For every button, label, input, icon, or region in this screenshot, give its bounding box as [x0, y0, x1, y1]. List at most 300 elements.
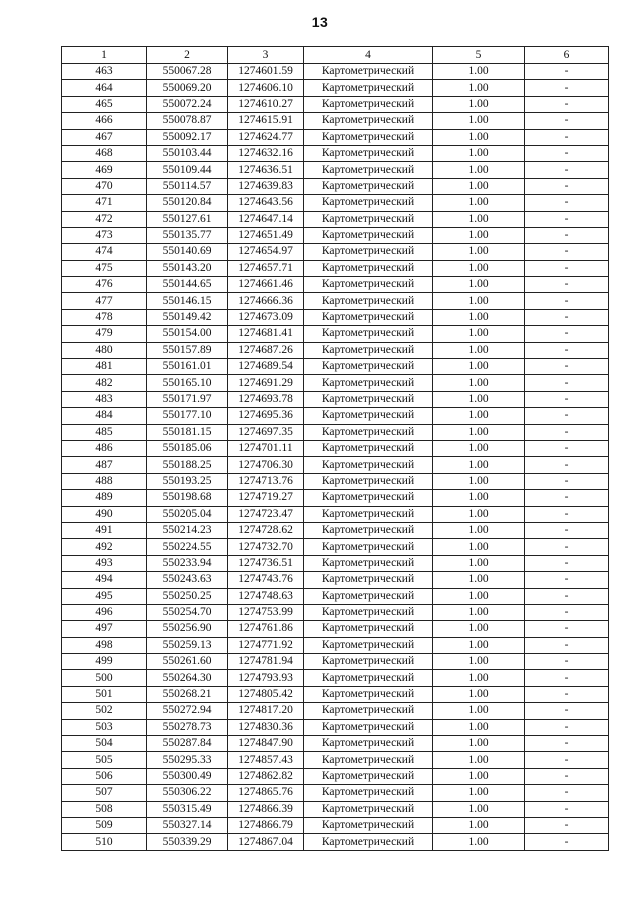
table-row — [62, 621, 609, 637]
method-cell: Картометрический — [304, 424, 433, 440]
x-coordinate-cell: 550067.28 — [147, 64, 228, 80]
accuracy-cell: 1.00 — [433, 178, 525, 194]
x-coordinate-cell: 550272.94 — [147, 703, 228, 719]
table-row — [62, 277, 609, 293]
note-cell: - — [525, 113, 609, 129]
accuracy-cell: 1.00 — [433, 703, 525, 719]
accuracy-cell: 1.00 — [433, 637, 525, 653]
note-cell: - — [525, 227, 609, 243]
x-coordinate-cell: 550114.57 — [147, 178, 228, 194]
note-cell: - — [525, 752, 609, 768]
table-row — [62, 424, 609, 440]
table-row — [62, 375, 609, 391]
x-coordinate-cell: 550327.14 — [147, 817, 228, 833]
accuracy-cell: 1.00 — [433, 719, 525, 735]
x-coordinate-cell: 550193.25 — [147, 473, 228, 489]
y-coordinate-cell: 1274681.41 — [228, 326, 304, 342]
method-cell: Картометрический — [304, 326, 433, 342]
x-coordinate-cell: 550259.13 — [147, 637, 228, 653]
y-coordinate-cell: 1274761.86 — [228, 621, 304, 637]
note-cell: - — [525, 490, 609, 506]
accuracy-cell: 1.00 — [433, 162, 525, 178]
x-coordinate-cell: 550120.84 — [147, 195, 228, 211]
point-number-cell: 485 — [62, 424, 147, 440]
x-coordinate-cell: 550261.60 — [147, 654, 228, 670]
x-coordinate-cell: 550300.49 — [147, 768, 228, 784]
accuracy-cell: 1.00 — [433, 326, 525, 342]
accuracy-cell: 1.00 — [433, 736, 525, 752]
y-coordinate-cell: 1274753.99 — [228, 604, 304, 620]
point-number-cell: 479 — [62, 326, 147, 342]
x-coordinate-cell: 550069.20 — [147, 80, 228, 96]
point-number-cell: 480 — [62, 342, 147, 358]
note-cell: - — [525, 309, 609, 325]
y-coordinate-cell: 1274867.04 — [228, 834, 304, 850]
table-row — [62, 703, 609, 719]
x-coordinate-cell: 550135.77 — [147, 227, 228, 243]
note-cell: - — [525, 359, 609, 375]
y-coordinate-cell: 1274636.51 — [228, 162, 304, 178]
accuracy-cell: 1.00 — [433, 260, 525, 276]
point-number-cell: 478 — [62, 309, 147, 325]
point-number-cell: 493 — [62, 555, 147, 571]
accuracy-cell: 1.00 — [433, 670, 525, 686]
table-row — [62, 293, 609, 309]
x-coordinate-cell: 550224.55 — [147, 539, 228, 555]
table-row — [62, 342, 609, 358]
note-cell: - — [525, 719, 609, 735]
y-coordinate-cell: 1274689.54 — [228, 359, 304, 375]
column-header-2: 2 — [147, 47, 228, 64]
accuracy-cell: 1.00 — [433, 555, 525, 571]
note-cell: - — [525, 326, 609, 342]
table-row — [62, 80, 609, 96]
method-cell: Картометрический — [304, 129, 433, 145]
note-cell: - — [525, 424, 609, 440]
point-number-cell: 464 — [62, 80, 147, 96]
x-coordinate-cell: 550165.10 — [147, 375, 228, 391]
table-row — [62, 96, 609, 112]
accuracy-cell: 1.00 — [433, 785, 525, 801]
note-cell: - — [525, 686, 609, 702]
table-header-row — [62, 47, 609, 64]
note-cell: - — [525, 637, 609, 653]
x-coordinate-cell: 550157.89 — [147, 342, 228, 358]
x-coordinate-cell: 550149.42 — [147, 309, 228, 325]
note-cell: - — [525, 604, 609, 620]
table-row — [62, 588, 609, 604]
note-cell: - — [525, 670, 609, 686]
point-number-cell: 504 — [62, 736, 147, 752]
accuracy-cell: 1.00 — [433, 80, 525, 96]
note-cell: - — [525, 506, 609, 522]
note-cell: - — [525, 736, 609, 752]
point-number-cell: 487 — [62, 457, 147, 473]
point-number-cell: 494 — [62, 572, 147, 588]
accuracy-cell: 1.00 — [433, 113, 525, 129]
note-cell: - — [525, 801, 609, 817]
point-number-cell: 484 — [62, 408, 147, 424]
table-row — [62, 178, 609, 194]
table-row — [62, 309, 609, 325]
table-row — [62, 817, 609, 833]
accuracy-cell: 1.00 — [433, 391, 525, 407]
table-row — [62, 736, 609, 752]
y-coordinate-cell: 1274673.09 — [228, 309, 304, 325]
table-row — [62, 522, 609, 538]
x-coordinate-cell: 550177.10 — [147, 408, 228, 424]
point-number-cell: 492 — [62, 539, 147, 555]
y-coordinate-cell: 1274639.83 — [228, 178, 304, 194]
table-row — [62, 670, 609, 686]
table-row — [62, 260, 609, 276]
point-number-cell: 496 — [62, 604, 147, 620]
x-coordinate-cell: 550109.44 — [147, 162, 228, 178]
method-cell: Картометрический — [304, 440, 433, 456]
point-number-cell: 465 — [62, 96, 147, 112]
point-number-cell: 505 — [62, 752, 147, 768]
method-cell: Картометрический — [304, 80, 433, 96]
y-coordinate-cell: 1274606.10 — [228, 80, 304, 96]
x-coordinate-cell: 550171.97 — [147, 391, 228, 407]
method-cell: Картометрический — [304, 621, 433, 637]
table-row — [62, 490, 609, 506]
table-row — [62, 440, 609, 456]
point-number-cell: 491 — [62, 522, 147, 538]
point-number-cell: 509 — [62, 817, 147, 833]
table-row — [62, 359, 609, 375]
accuracy-cell: 1.00 — [433, 834, 525, 850]
x-coordinate-cell: 550127.61 — [147, 211, 228, 227]
x-coordinate-cell: 550254.70 — [147, 604, 228, 620]
table-row — [62, 408, 609, 424]
method-cell: Картометрический — [304, 113, 433, 129]
y-coordinate-cell: 1274748.63 — [228, 588, 304, 604]
point-number-cell: 472 — [62, 211, 147, 227]
accuracy-cell: 1.00 — [433, 129, 525, 145]
accuracy-cell: 1.00 — [433, 572, 525, 588]
x-coordinate-cell: 550268.21 — [147, 686, 228, 702]
y-coordinate-cell: 1274693.78 — [228, 391, 304, 407]
note-cell: - — [525, 522, 609, 538]
table-row — [62, 637, 609, 653]
point-number-cell: 468 — [62, 145, 147, 161]
note-cell: - — [525, 244, 609, 260]
accuracy-cell: 1.00 — [433, 96, 525, 112]
table-row — [62, 326, 609, 342]
x-coordinate-cell: 550233.94 — [147, 555, 228, 571]
method-cell: Картометрический — [304, 834, 433, 850]
accuracy-cell: 1.00 — [433, 604, 525, 620]
accuracy-cell: 1.00 — [433, 522, 525, 538]
accuracy-cell: 1.00 — [433, 293, 525, 309]
accuracy-cell: 1.00 — [433, 752, 525, 768]
accuracy-cell: 1.00 — [433, 195, 525, 211]
method-cell: Картометрический — [304, 178, 433, 194]
x-coordinate-cell: 550306.22 — [147, 785, 228, 801]
point-number-cell: 489 — [62, 490, 147, 506]
table-row — [62, 473, 609, 489]
point-number-cell: 467 — [62, 129, 147, 145]
method-cell: Картометрический — [304, 227, 433, 243]
point-number-cell: 498 — [62, 637, 147, 653]
x-coordinate-cell: 550264.30 — [147, 670, 228, 686]
table-row — [62, 604, 609, 620]
accuracy-cell: 1.00 — [433, 801, 525, 817]
table-row — [62, 719, 609, 735]
point-number-cell: 488 — [62, 473, 147, 489]
x-coordinate-cell: 550103.44 — [147, 145, 228, 161]
y-coordinate-cell: 1274615.91 — [228, 113, 304, 129]
x-coordinate-cell: 550278.73 — [147, 719, 228, 735]
method-cell: Картометрический — [304, 637, 433, 653]
accuracy-cell: 1.00 — [433, 457, 525, 473]
method-cell: Картометрический — [304, 719, 433, 735]
note-cell: - — [525, 539, 609, 555]
accuracy-cell: 1.00 — [433, 211, 525, 227]
point-number-cell: 499 — [62, 654, 147, 670]
method-cell: Картометрический — [304, 785, 433, 801]
x-coordinate-cell: 550287.84 — [147, 736, 228, 752]
y-coordinate-cell: 1274817.20 — [228, 703, 304, 719]
note-cell: - — [525, 277, 609, 293]
method-cell: Картометрический — [304, 375, 433, 391]
point-number-cell: 477 — [62, 293, 147, 309]
note-cell: - — [525, 342, 609, 358]
x-coordinate-cell: 550144.65 — [147, 277, 228, 293]
point-number-cell: 508 — [62, 801, 147, 817]
accuracy-cell: 1.00 — [433, 473, 525, 489]
point-number-cell: 482 — [62, 375, 147, 391]
method-cell: Картометрический — [304, 457, 433, 473]
note-cell: - — [525, 293, 609, 309]
table-row — [62, 752, 609, 768]
table-row — [62, 113, 609, 129]
table-row — [62, 506, 609, 522]
point-number-cell: 497 — [62, 621, 147, 637]
x-coordinate-cell: 550092.17 — [147, 129, 228, 145]
accuracy-cell: 1.00 — [433, 588, 525, 604]
column-header-6: 6 — [525, 47, 609, 64]
accuracy-cell: 1.00 — [433, 309, 525, 325]
point-number-cell: 474 — [62, 244, 147, 260]
x-coordinate-cell: 550295.33 — [147, 752, 228, 768]
note-cell: - — [525, 703, 609, 719]
table-row — [62, 686, 609, 702]
point-number-cell: 503 — [62, 719, 147, 735]
note-cell: - — [525, 96, 609, 112]
y-coordinate-cell: 1274647.14 — [228, 211, 304, 227]
accuracy-cell: 1.00 — [433, 424, 525, 440]
method-cell: Картометрический — [304, 162, 433, 178]
method-cell: Картометрический — [304, 752, 433, 768]
y-coordinate-cell: 1274624.77 — [228, 129, 304, 145]
accuracy-cell: 1.00 — [433, 440, 525, 456]
table-row — [62, 64, 609, 80]
point-number-cell: 501 — [62, 686, 147, 702]
method-cell: Картометрический — [304, 572, 433, 588]
accuracy-cell: 1.00 — [433, 654, 525, 670]
note-cell: - — [525, 408, 609, 424]
note-cell: - — [525, 654, 609, 670]
column-header-4: 4 — [304, 47, 433, 64]
note-cell: - — [525, 555, 609, 571]
method-cell: Картометрический — [304, 64, 433, 80]
x-coordinate-cell: 550205.04 — [147, 506, 228, 522]
accuracy-cell: 1.00 — [433, 817, 525, 833]
point-number-cell: 476 — [62, 277, 147, 293]
y-coordinate-cell: 1274643.56 — [228, 195, 304, 211]
accuracy-cell: 1.00 — [433, 490, 525, 506]
page-number: 13 — [311, 14, 329, 30]
y-coordinate-cell: 1274723.47 — [228, 506, 304, 522]
column-header-3: 3 — [228, 47, 304, 64]
point-number-cell: 463 — [62, 64, 147, 80]
y-coordinate-cell: 1274695.36 — [228, 408, 304, 424]
table-row — [62, 768, 609, 784]
y-coordinate-cell: 1274830.36 — [228, 719, 304, 735]
note-cell: - — [525, 588, 609, 604]
method-cell: Картометрический — [304, 244, 433, 260]
x-coordinate-cell: 550250.25 — [147, 588, 228, 604]
note-cell: - — [525, 178, 609, 194]
x-coordinate-cell: 550146.15 — [147, 293, 228, 309]
method-cell: Картометрический — [304, 768, 433, 784]
y-coordinate-cell: 1274661.46 — [228, 277, 304, 293]
note-cell: - — [525, 817, 609, 833]
point-number-cell: 500 — [62, 670, 147, 686]
y-coordinate-cell: 1274687.26 — [228, 342, 304, 358]
note-cell: - — [525, 211, 609, 227]
x-coordinate-cell: 550143.20 — [147, 260, 228, 276]
table-row — [62, 162, 609, 178]
note-cell: - — [525, 572, 609, 588]
method-cell: Картометрический — [304, 309, 433, 325]
point-number-cell: 475 — [62, 260, 147, 276]
table-row — [62, 391, 609, 407]
accuracy-cell: 1.00 — [433, 64, 525, 80]
y-coordinate-cell: 1274657.71 — [228, 260, 304, 276]
y-coordinate-cell: 1274610.27 — [228, 96, 304, 112]
note-cell: - — [525, 473, 609, 489]
table-row — [62, 539, 609, 555]
x-coordinate-cell: 550243.63 — [147, 572, 228, 588]
method-cell: Картометрический — [304, 490, 433, 506]
x-coordinate-cell: 550198.68 — [147, 490, 228, 506]
method-cell: Картометрический — [304, 342, 433, 358]
table-row — [62, 834, 609, 850]
x-coordinate-cell: 550140.69 — [147, 244, 228, 260]
table-body — [62, 64, 609, 851]
accuracy-cell: 1.00 — [433, 686, 525, 702]
point-number-cell: 473 — [62, 227, 147, 243]
method-cell: Картометрический — [304, 522, 433, 538]
note-cell: - — [525, 162, 609, 178]
y-coordinate-cell: 1274706.30 — [228, 457, 304, 473]
x-coordinate-cell: 550339.29 — [147, 834, 228, 850]
method-cell: Картометрический — [304, 293, 433, 309]
method-cell: Картометрический — [304, 539, 433, 555]
point-number-cell: 490 — [62, 506, 147, 522]
y-coordinate-cell: 1274666.36 — [228, 293, 304, 309]
table-row — [62, 145, 609, 161]
note-cell: - — [525, 375, 609, 391]
y-coordinate-cell: 1274771.92 — [228, 637, 304, 653]
y-coordinate-cell: 1274654.97 — [228, 244, 304, 260]
note-cell: - — [525, 391, 609, 407]
method-cell: Картометрический — [304, 195, 433, 211]
y-coordinate-cell: 1274691.29 — [228, 375, 304, 391]
method-cell: Картометрический — [304, 670, 433, 686]
note-cell: - — [525, 440, 609, 456]
method-cell: Картометрический — [304, 473, 433, 489]
accuracy-cell: 1.00 — [433, 621, 525, 637]
point-number-cell: 483 — [62, 391, 147, 407]
accuracy-cell: 1.00 — [433, 375, 525, 391]
note-cell: - — [525, 457, 609, 473]
accuracy-cell: 1.00 — [433, 244, 525, 260]
accuracy-cell: 1.00 — [433, 145, 525, 161]
table-row — [62, 211, 609, 227]
x-coordinate-cell: 550214.23 — [147, 522, 228, 538]
point-number-cell: 507 — [62, 785, 147, 801]
y-coordinate-cell: 1274632.16 — [228, 145, 304, 161]
column-header-1: 1 — [62, 47, 147, 64]
point-number-cell: 466 — [62, 113, 147, 129]
accuracy-cell: 1.00 — [433, 277, 525, 293]
coordinates-table — [61, 46, 609, 851]
note-cell: - — [525, 768, 609, 784]
x-coordinate-cell: 550181.15 — [147, 424, 228, 440]
x-coordinate-cell: 550154.00 — [147, 326, 228, 342]
method-cell: Картометрический — [304, 686, 433, 702]
method-cell: Картометрический — [304, 277, 433, 293]
column-header-5: 5 — [433, 47, 525, 64]
y-coordinate-cell: 1274857.43 — [228, 752, 304, 768]
note-cell: - — [525, 64, 609, 80]
table-row — [62, 572, 609, 588]
x-coordinate-cell: 550185.06 — [147, 440, 228, 456]
note-cell: - — [525, 145, 609, 161]
accuracy-cell: 1.00 — [433, 359, 525, 375]
note-cell: - — [525, 260, 609, 276]
point-number-cell: 502 — [62, 703, 147, 719]
method-cell: Картометрический — [304, 654, 433, 670]
note-cell: - — [525, 834, 609, 850]
method-cell: Картометрический — [304, 211, 433, 227]
method-cell: Картометрический — [304, 408, 433, 424]
point-number-cell: 469 — [62, 162, 147, 178]
note-cell: - — [525, 195, 609, 211]
x-coordinate-cell: 550315.49 — [147, 801, 228, 817]
y-coordinate-cell: 1274697.35 — [228, 424, 304, 440]
accuracy-cell: 1.00 — [433, 506, 525, 522]
method-cell: Картометрический — [304, 588, 433, 604]
y-coordinate-cell: 1274862.82 — [228, 768, 304, 784]
point-number-cell: 495 — [62, 588, 147, 604]
y-coordinate-cell: 1274793.93 — [228, 670, 304, 686]
y-coordinate-cell: 1274719.27 — [228, 490, 304, 506]
note-cell: - — [525, 80, 609, 96]
method-cell: Картометрический — [304, 145, 433, 161]
note-cell: - — [525, 785, 609, 801]
method-cell: Картометрический — [304, 703, 433, 719]
method-cell: Картометрический — [304, 506, 433, 522]
x-coordinate-cell: 550256.90 — [147, 621, 228, 637]
method-cell: Картометрический — [304, 801, 433, 817]
y-coordinate-cell: 1274713.76 — [228, 473, 304, 489]
y-coordinate-cell: 1274743.76 — [228, 572, 304, 588]
